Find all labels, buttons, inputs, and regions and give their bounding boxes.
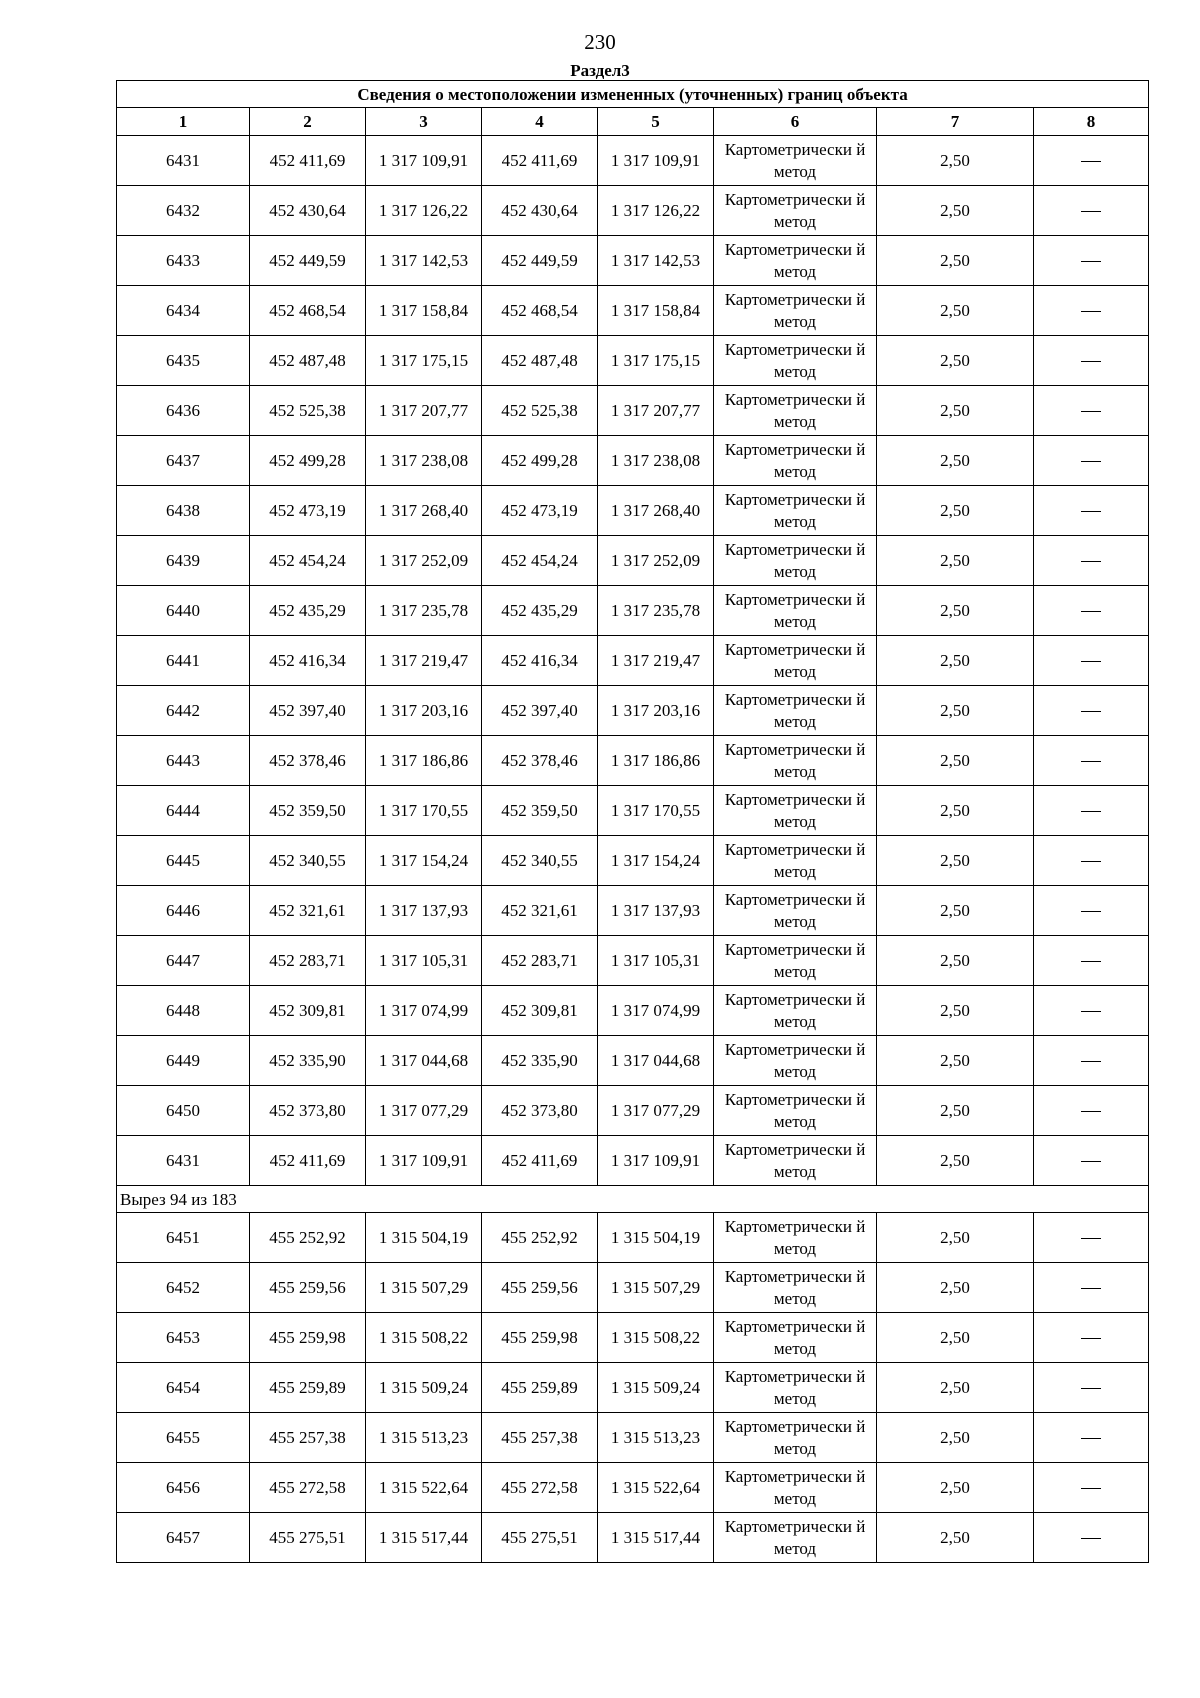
y-new-cell: 1 315 508,22	[598, 1313, 714, 1363]
x-existing-cell: 455 257,38	[250, 1413, 366, 1463]
point-number-cell: 6439	[117, 536, 250, 586]
x-existing-cell: 452 378,46	[250, 736, 366, 786]
table-row	[117, 1086, 1149, 1136]
y-new-cell: 1 317 044,68	[598, 1036, 714, 1086]
table-row	[117, 336, 1149, 386]
y-existing-cell: 1 317 252,09	[366, 536, 482, 586]
point-number-cell: 6455	[117, 1413, 250, 1463]
em-dash-mark	[1081, 961, 1101, 962]
x-new-cell: 452 487,48	[482, 336, 598, 386]
method-cell: Картометрически й метод	[714, 336, 877, 386]
table-row	[117, 1263, 1149, 1313]
y-existing-cell: 1 317 154,24	[366, 836, 482, 886]
method-cell: Картометрически й метод	[714, 236, 877, 286]
y-existing-cell: 1 317 238,08	[366, 436, 482, 486]
table-row	[117, 636, 1149, 686]
x-existing-cell: 452 359,50	[250, 786, 366, 836]
table-row	[117, 286, 1149, 336]
x-existing-cell: 455 252,92	[250, 1213, 366, 1263]
method-cell: Картометрически й метод	[714, 886, 877, 936]
em-dash-mark	[1081, 1488, 1101, 1489]
note-cell	[1034, 286, 1149, 336]
x-existing-cell: 452 411,69	[250, 136, 366, 186]
y-new-cell: 1 317 105,31	[598, 936, 714, 986]
table-row	[117, 1513, 1149, 1563]
x-new-cell: 452 435,29	[482, 586, 598, 636]
em-dash-mark	[1081, 1111, 1101, 1112]
x-new-cell: 452 499,28	[482, 436, 598, 486]
point-number-cell: 6453	[117, 1313, 250, 1363]
table-row	[117, 1313, 1149, 1363]
note-cell	[1034, 386, 1149, 436]
x-existing-cell: 452 411,69	[250, 1136, 366, 1186]
y-existing-cell: 1 317 203,16	[366, 686, 482, 736]
method-cell: Картометрически й метод	[714, 1363, 877, 1413]
point-number-cell: 6446	[117, 886, 250, 936]
x-new-cell: 455 252,92	[482, 1213, 598, 1263]
point-number-cell: 6454	[117, 1363, 250, 1413]
em-dash-mark	[1081, 561, 1101, 562]
accuracy-cell: 2,50	[877, 1036, 1034, 1086]
y-existing-cell: 1 317 170,55	[366, 786, 482, 836]
accuracy-cell: 2,50	[877, 1463, 1034, 1513]
em-dash-mark	[1081, 1061, 1101, 1062]
accuracy-cell: 2,50	[877, 1136, 1034, 1186]
x-existing-cell: 455 275,51	[250, 1513, 366, 1563]
x-new-cell: 452 283,71	[482, 936, 598, 986]
x-existing-cell: 452 283,71	[250, 936, 366, 986]
x-new-cell: 455 259,56	[482, 1263, 598, 1313]
accuracy-cell: 2,50	[877, 1086, 1034, 1136]
table-row	[117, 1413, 1149, 1463]
method-cell: Картометрически й метод	[714, 1463, 877, 1513]
table-row	[117, 936, 1149, 986]
point-number-cell: 6433	[117, 236, 250, 286]
em-dash-mark	[1081, 1161, 1101, 1162]
em-dash-mark	[1081, 761, 1101, 762]
x-existing-cell: 452 454,24	[250, 536, 366, 586]
y-existing-cell: 1 315 508,22	[366, 1313, 482, 1363]
accuracy-cell: 2,50	[877, 1363, 1034, 1413]
accuracy-cell: 2,50	[877, 286, 1034, 336]
x-existing-cell: 452 430,64	[250, 186, 366, 236]
point-number-cell: 6437	[117, 436, 250, 486]
em-dash-mark	[1081, 461, 1101, 462]
em-dash-mark	[1081, 661, 1101, 662]
accuracy-cell: 2,50	[877, 486, 1034, 536]
point-number-cell: 6438	[117, 486, 250, 536]
column-header: 5	[598, 108, 714, 136]
note-cell	[1034, 436, 1149, 486]
group-label: Вырез 94 из 183	[117, 1186, 1149, 1213]
x-existing-cell: 452 373,80	[250, 1086, 366, 1136]
y-existing-cell: 1 317 109,91	[366, 136, 482, 186]
note-cell	[1034, 536, 1149, 586]
x-new-cell: 455 272,58	[482, 1463, 598, 1513]
x-new-cell: 455 257,38	[482, 1413, 598, 1463]
y-new-cell: 1 317 109,91	[598, 1136, 714, 1186]
x-new-cell: 452 430,64	[482, 186, 598, 236]
accuracy-cell: 2,50	[877, 936, 1034, 986]
x-new-cell: 452 411,69	[482, 136, 598, 186]
table-row	[117, 136, 1149, 186]
point-number-cell: 6445	[117, 836, 250, 886]
note-cell	[1034, 1463, 1149, 1513]
note-cell	[1034, 1363, 1149, 1413]
y-existing-cell: 1 315 509,24	[366, 1363, 482, 1413]
column-header: 2	[250, 108, 366, 136]
point-number-cell: 6431	[117, 1136, 250, 1186]
x-new-cell: 452 449,59	[482, 236, 598, 286]
em-dash-mark	[1081, 1288, 1101, 1289]
note-cell	[1034, 186, 1149, 236]
x-new-cell: 452 321,61	[482, 886, 598, 936]
method-cell: Картометрически й метод	[714, 486, 877, 536]
accuracy-cell: 2,50	[877, 686, 1034, 736]
y-existing-cell: 1 317 074,99	[366, 986, 482, 1036]
point-number-cell: 6432	[117, 186, 250, 236]
note-cell	[1034, 786, 1149, 836]
em-dash-mark	[1081, 911, 1101, 912]
point-number-cell: 6441	[117, 636, 250, 686]
x-new-cell: 452 416,34	[482, 636, 598, 686]
x-existing-cell: 455 272,58	[250, 1463, 366, 1513]
x-new-cell: 455 259,98	[482, 1313, 598, 1363]
x-existing-cell: 455 259,89	[250, 1363, 366, 1413]
accuracy-cell: 2,50	[877, 1413, 1034, 1463]
note-cell	[1034, 736, 1149, 786]
y-new-cell: 1 317 207,77	[598, 386, 714, 436]
y-new-cell: 1 317 154,24	[598, 836, 714, 886]
table-row	[117, 836, 1149, 886]
accuracy-cell: 2,50	[877, 786, 1034, 836]
y-new-cell: 1 317 126,22	[598, 186, 714, 236]
em-dash-mark	[1081, 1238, 1101, 1239]
em-dash-mark	[1081, 611, 1101, 612]
method-cell: Картометрически й метод	[714, 1136, 877, 1186]
x-existing-cell: 455 259,98	[250, 1313, 366, 1363]
x-new-cell: 452 525,38	[482, 386, 598, 436]
method-cell: Картометрически й метод	[714, 136, 877, 186]
point-number-cell: 6451	[117, 1213, 250, 1263]
y-existing-cell: 1 315 513,23	[366, 1413, 482, 1463]
method-cell: Картометрически й метод	[714, 1413, 877, 1463]
x-existing-cell: 452 487,48	[250, 336, 366, 386]
em-dash-mark	[1081, 861, 1101, 862]
y-new-cell: 1 317 252,09	[598, 536, 714, 586]
y-new-cell: 1 317 170,55	[598, 786, 714, 836]
accuracy-cell: 2,50	[877, 136, 1034, 186]
x-new-cell: 452 378,46	[482, 736, 598, 786]
em-dash-mark	[1081, 811, 1101, 812]
note-cell	[1034, 1213, 1149, 1263]
y-new-cell: 1 317 238,08	[598, 436, 714, 486]
em-dash-mark	[1081, 161, 1101, 162]
y-existing-cell: 1 317 175,15	[366, 336, 482, 386]
accuracy-cell: 2,50	[877, 1213, 1034, 1263]
y-new-cell: 1 315 509,24	[598, 1363, 714, 1413]
y-new-cell: 1 315 513,23	[598, 1413, 714, 1463]
y-new-cell: 1 317 158,84	[598, 286, 714, 336]
y-existing-cell: 1 317 105,31	[366, 936, 482, 986]
y-new-cell: 1 317 186,86	[598, 736, 714, 786]
accuracy-cell: 2,50	[877, 536, 1034, 586]
y-existing-cell: 1 317 207,77	[366, 386, 482, 436]
group-separator-row	[117, 1186, 1149, 1213]
table-header-row	[117, 108, 1149, 136]
note-cell	[1034, 636, 1149, 686]
y-existing-cell: 1 315 522,64	[366, 1463, 482, 1513]
em-dash-mark	[1081, 311, 1101, 312]
y-new-cell: 1 317 203,16	[598, 686, 714, 736]
method-cell: Картометрически й метод	[714, 786, 877, 836]
y-existing-cell: 1 315 504,19	[366, 1213, 482, 1263]
table-row	[117, 486, 1149, 536]
em-dash-mark	[1081, 1338, 1101, 1339]
table-row	[117, 736, 1149, 786]
y-existing-cell: 1 317 235,78	[366, 586, 482, 636]
y-existing-cell: 1 317 077,29	[366, 1086, 482, 1136]
method-cell: Картометрически й метод	[714, 1513, 877, 1563]
note-cell	[1034, 336, 1149, 386]
y-existing-cell: 1 317 158,84	[366, 286, 482, 336]
y-existing-cell: 1 317 219,47	[366, 636, 482, 686]
note-cell	[1034, 1036, 1149, 1086]
table-row	[117, 586, 1149, 636]
point-number-cell: 6452	[117, 1263, 250, 1313]
point-number-cell: 6448	[117, 986, 250, 1036]
accuracy-cell: 2,50	[877, 236, 1034, 286]
y-existing-cell: 1 317 126,22	[366, 186, 482, 236]
x-new-cell: 455 259,89	[482, 1363, 598, 1413]
x-existing-cell: 452 309,81	[250, 986, 366, 1036]
y-existing-cell: 1 317 044,68	[366, 1036, 482, 1086]
note-cell	[1034, 1313, 1149, 1363]
point-number-cell: 6443	[117, 736, 250, 786]
table-row	[117, 536, 1149, 586]
table-row	[117, 1213, 1149, 1263]
point-number-cell: 6457	[117, 1513, 250, 1563]
x-new-cell: 452 397,40	[482, 686, 598, 736]
y-new-cell: 1 317 137,93	[598, 886, 714, 936]
em-dash-mark	[1081, 1438, 1101, 1439]
em-dash-mark	[1081, 411, 1101, 412]
y-existing-cell: 1 317 142,53	[366, 236, 482, 286]
accuracy-cell: 2,50	[877, 986, 1034, 1036]
em-dash-mark	[1081, 1538, 1101, 1539]
method-cell: Картометрически й метод	[714, 736, 877, 786]
x-existing-cell: 452 416,34	[250, 636, 366, 686]
note-cell	[1034, 586, 1149, 636]
method-cell: Картометрически й метод	[714, 836, 877, 886]
method-cell: Картометрически й метод	[714, 1036, 877, 1086]
note-cell	[1034, 936, 1149, 986]
y-new-cell: 1 317 109,91	[598, 136, 714, 186]
point-number-cell: 6431	[117, 136, 250, 186]
note-cell	[1034, 1413, 1149, 1463]
method-cell: Картометрически й метод	[714, 1213, 877, 1263]
x-new-cell: 452 359,50	[482, 786, 598, 836]
note-cell	[1034, 1136, 1149, 1186]
table-caption: Сведения о местоположении измененных (уточненных) границ объекта	[117, 81, 1149, 108]
y-new-cell: 1 317 142,53	[598, 236, 714, 286]
table-row	[117, 1136, 1149, 1186]
x-existing-cell: 452 468,54	[250, 286, 366, 336]
accuracy-cell: 2,50	[877, 1513, 1034, 1563]
table-row	[117, 1363, 1149, 1413]
x-existing-cell: 452 499,28	[250, 436, 366, 486]
method-cell: Картометрически й метод	[714, 586, 877, 636]
accuracy-cell: 2,50	[877, 586, 1034, 636]
table-row	[117, 436, 1149, 486]
note-cell	[1034, 986, 1149, 1036]
y-new-cell: 1 317 235,78	[598, 586, 714, 636]
note-cell	[1034, 886, 1149, 936]
method-cell: Картометрически й метод	[714, 986, 877, 1036]
table-caption-row	[117, 81, 1149, 108]
accuracy-cell: 2,50	[877, 836, 1034, 886]
point-number-cell: 6442	[117, 686, 250, 736]
accuracy-cell: 2,50	[877, 636, 1034, 686]
point-number-cell: 6436	[117, 386, 250, 436]
x-new-cell: 452 335,90	[482, 1036, 598, 1086]
table-row	[117, 386, 1149, 436]
column-header: 6	[714, 108, 877, 136]
section-title: Раздел3	[570, 61, 630, 80]
y-existing-cell: 1 317 109,91	[366, 1136, 482, 1186]
point-number-cell: 6449	[117, 1036, 250, 1086]
note-cell	[1034, 836, 1149, 886]
method-cell: Картометрически й метод	[714, 636, 877, 686]
table-row	[117, 236, 1149, 286]
y-new-cell: 1 317 219,47	[598, 636, 714, 686]
y-new-cell: 1 315 504,19	[598, 1213, 714, 1263]
table-row	[117, 686, 1149, 736]
point-number-cell: 6434	[117, 286, 250, 336]
y-existing-cell: 1 317 137,93	[366, 886, 482, 936]
point-number-cell: 6440	[117, 586, 250, 636]
accuracy-cell: 2,50	[877, 336, 1034, 386]
accuracy-cell: 2,50	[877, 1263, 1034, 1313]
method-cell: Картометрически й метод	[714, 686, 877, 736]
coordinates-table	[116, 80, 1149, 1563]
y-new-cell: 1 317 074,99	[598, 986, 714, 1036]
y-new-cell: 1 315 507,29	[598, 1263, 714, 1313]
method-cell: Картометрически й метод	[714, 186, 877, 236]
x-new-cell: 452 340,55	[482, 836, 598, 886]
note-cell	[1034, 1513, 1149, 1563]
x-existing-cell: 452 449,59	[250, 236, 366, 286]
point-number-cell: 6456	[117, 1463, 250, 1513]
x-new-cell: 452 373,80	[482, 1086, 598, 1136]
x-existing-cell: 455 259,56	[250, 1263, 366, 1313]
note-cell	[1034, 1263, 1149, 1313]
x-existing-cell: 452 525,38	[250, 386, 366, 436]
em-dash-mark	[1081, 261, 1101, 262]
column-header: 7	[877, 108, 1034, 136]
method-cell: Картометрически й метод	[714, 536, 877, 586]
point-number-cell: 6447	[117, 936, 250, 986]
x-existing-cell: 452 435,29	[250, 586, 366, 636]
column-header: 3	[366, 108, 482, 136]
em-dash-mark	[1081, 511, 1101, 512]
point-number-cell: 6450	[117, 1086, 250, 1136]
accuracy-cell: 2,50	[877, 1313, 1034, 1363]
method-cell: Картометрически й метод	[714, 1086, 877, 1136]
x-new-cell: 452 468,54	[482, 286, 598, 336]
x-new-cell: 452 309,81	[482, 986, 598, 1036]
em-dash-mark	[1081, 1011, 1101, 1012]
x-existing-cell: 452 473,19	[250, 486, 366, 536]
y-new-cell: 1 315 517,44	[598, 1513, 714, 1563]
note-cell	[1034, 236, 1149, 286]
accuracy-cell: 2,50	[877, 186, 1034, 236]
column-header: 4	[482, 108, 598, 136]
method-cell: Картометрически й метод	[714, 936, 877, 986]
method-cell: Картометрически й метод	[714, 1263, 877, 1313]
table-row	[117, 786, 1149, 836]
column-header: 8	[1034, 108, 1149, 136]
table-row	[117, 186, 1149, 236]
point-number-cell: 6435	[117, 336, 250, 386]
x-new-cell: 452 454,24	[482, 536, 598, 586]
x-new-cell: 455 275,51	[482, 1513, 598, 1563]
y-new-cell: 1 317 077,29	[598, 1086, 714, 1136]
note-cell	[1034, 136, 1149, 186]
x-existing-cell: 452 335,90	[250, 1036, 366, 1086]
em-dash-mark	[1081, 211, 1101, 212]
table-row	[117, 886, 1149, 936]
x-new-cell: 452 411,69	[482, 1136, 598, 1186]
x-existing-cell: 452 321,61	[250, 886, 366, 936]
note-cell	[1034, 486, 1149, 536]
table-row	[117, 986, 1149, 1036]
accuracy-cell: 2,50	[877, 736, 1034, 786]
note-cell	[1034, 686, 1149, 736]
accuracy-cell: 2,50	[877, 886, 1034, 936]
method-cell: Картометрически й метод	[714, 286, 877, 336]
y-new-cell: 1 317 268,40	[598, 486, 714, 536]
y-new-cell: 1 315 522,64	[598, 1463, 714, 1513]
x-existing-cell: 452 397,40	[250, 686, 366, 736]
page-number: 230	[584, 30, 616, 54]
y-new-cell: 1 317 175,15	[598, 336, 714, 386]
table-row	[117, 1036, 1149, 1086]
method-cell: Картометрически й метод	[714, 1313, 877, 1363]
note-cell	[1034, 1086, 1149, 1136]
y-existing-cell: 1 315 507,29	[366, 1263, 482, 1313]
x-existing-cell: 452 340,55	[250, 836, 366, 886]
accuracy-cell: 2,50	[877, 386, 1034, 436]
accuracy-cell: 2,50	[877, 436, 1034, 486]
point-number-cell: 6444	[117, 786, 250, 836]
table-row	[117, 1463, 1149, 1513]
em-dash-mark	[1081, 1388, 1101, 1389]
y-existing-cell: 1 317 268,40	[366, 486, 482, 536]
y-existing-cell: 1 317 186,86	[366, 736, 482, 786]
em-dash-mark	[1081, 711, 1101, 712]
method-cell: Картометрически й метод	[714, 436, 877, 486]
y-existing-cell: 1 315 517,44	[366, 1513, 482, 1563]
x-new-cell: 452 473,19	[482, 486, 598, 536]
method-cell: Картометрически й метод	[714, 386, 877, 436]
column-header: 1	[117, 108, 250, 136]
em-dash-mark	[1081, 361, 1101, 362]
